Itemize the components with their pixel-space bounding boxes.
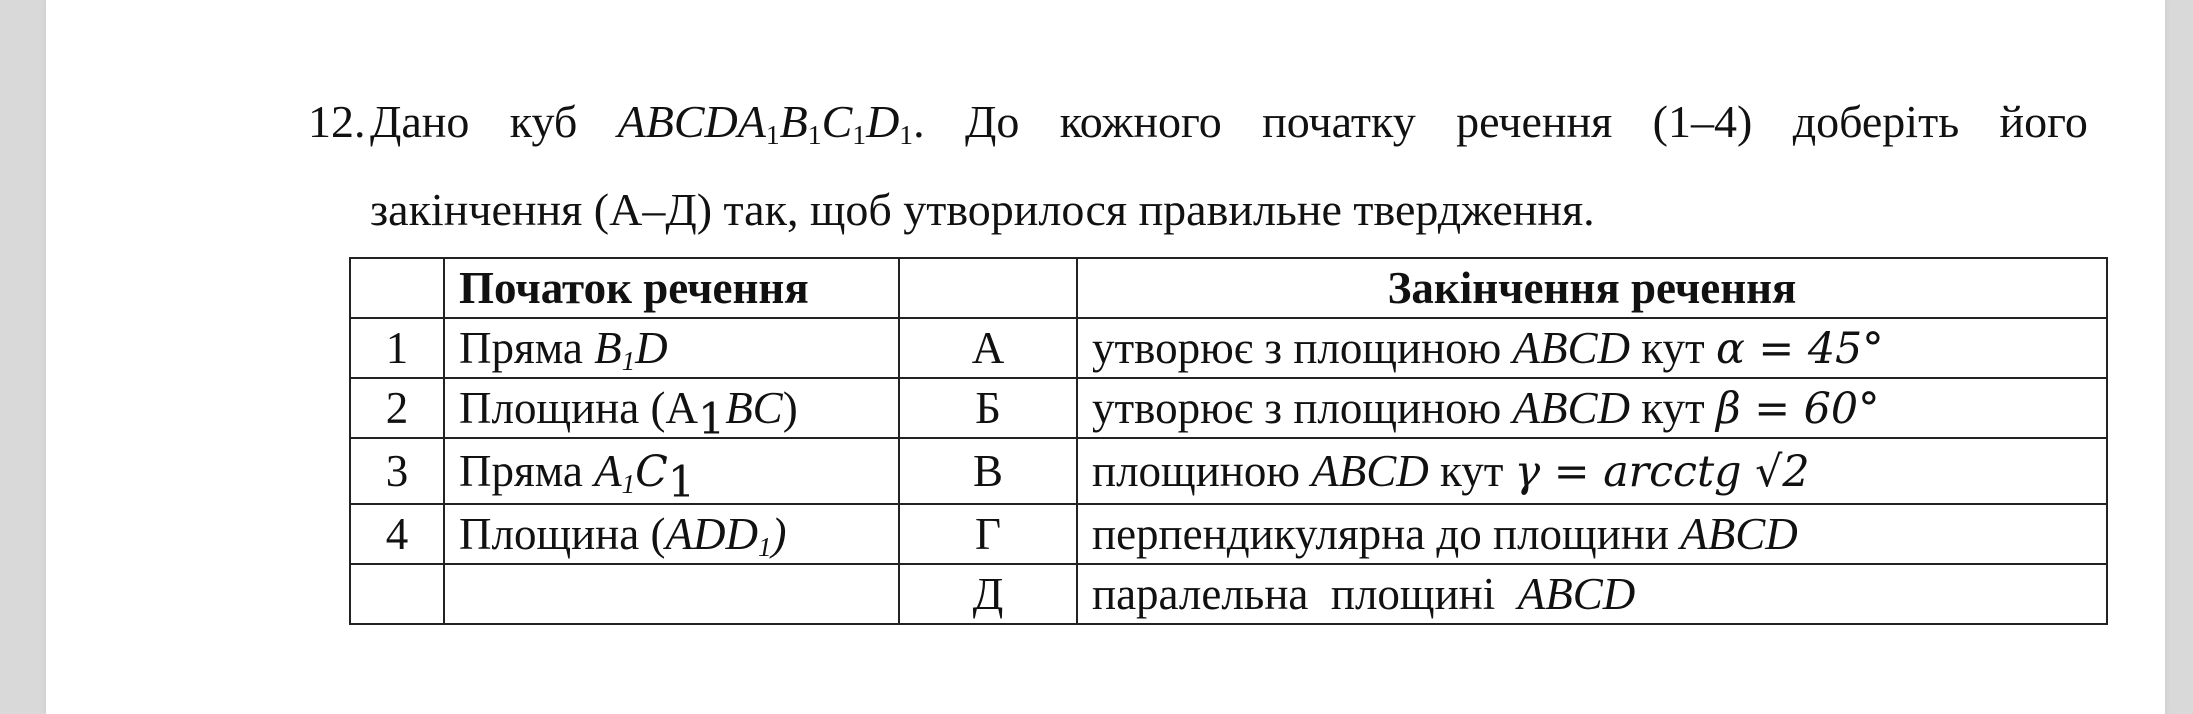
problem-statement (308, 78, 2088, 254)
table-header-row (350, 258, 2107, 318)
table-row (350, 504, 2107, 564)
sentence-start: Площина $(A_1BC)$ (444, 378, 899, 438)
sentence-end: утворює з площиною ABCD кут β = 60° (1077, 378, 2107, 438)
header-start: Початок речення (444, 258, 899, 318)
word: куб (509, 96, 578, 147)
sentence-start: Площина $(ADD_1)$ (444, 504, 899, 564)
header-empty-2 (899, 258, 1077, 318)
matching-table (349, 257, 2108, 625)
answer-letter: В (899, 438, 1077, 504)
word: кожного (1059, 96, 1222, 147)
word: початку (1262, 96, 1416, 147)
word: Дано (370, 96, 470, 147)
table-row (350, 438, 2107, 504)
sentence-start (444, 564, 899, 624)
sentence-end: перпендикулярна до площини ABCD (1077, 504, 2107, 564)
problem-line-1 (370, 78, 2088, 166)
sentence-end: утворює з площиною ABCD кут α = 45° (1077, 318, 2107, 378)
word: його (1999, 96, 2088, 147)
answer-letter: А (899, 318, 1077, 378)
header-end: Закінчення речення (1077, 258, 2107, 318)
row-number: 1 (350, 318, 444, 378)
row-number: 3 (350, 438, 444, 504)
word: До (964, 96, 1020, 147)
row-number: 2 (350, 378, 444, 438)
problem-number: 12. (308, 96, 366, 147)
sentence-start: Пряма $B_1D$ (444, 318, 899, 378)
sentence-end: паралельна площині ABCD (1077, 564, 2107, 624)
answer-letter: Б (899, 378, 1077, 438)
answer-letter: Д (899, 564, 1077, 624)
word: доберіть (1792, 96, 1960, 147)
sentence-start: Пряма $A_1C_1$ (444, 438, 899, 504)
header-empty-1 (350, 258, 444, 318)
cube-name: $ABCDA_1B_1C_1D_1$. (617, 96, 925, 150)
word: речення (1456, 96, 1613, 147)
problem-line-2: закінчення (А–Д) так, щоб утворилося правильне твердження. (370, 184, 1595, 235)
row-number: 4 (350, 504, 444, 564)
sentence-end: площиною ABCD кут γ = arcctg √2 (1077, 438, 2107, 504)
table-row (350, 318, 2107, 378)
table-row (350, 564, 2107, 624)
row-number (350, 564, 444, 624)
word: (1–4) (1652, 96, 1753, 147)
answer-letter: Г (899, 504, 1077, 564)
table-row (350, 378, 2107, 438)
document-page (46, 0, 2165, 714)
